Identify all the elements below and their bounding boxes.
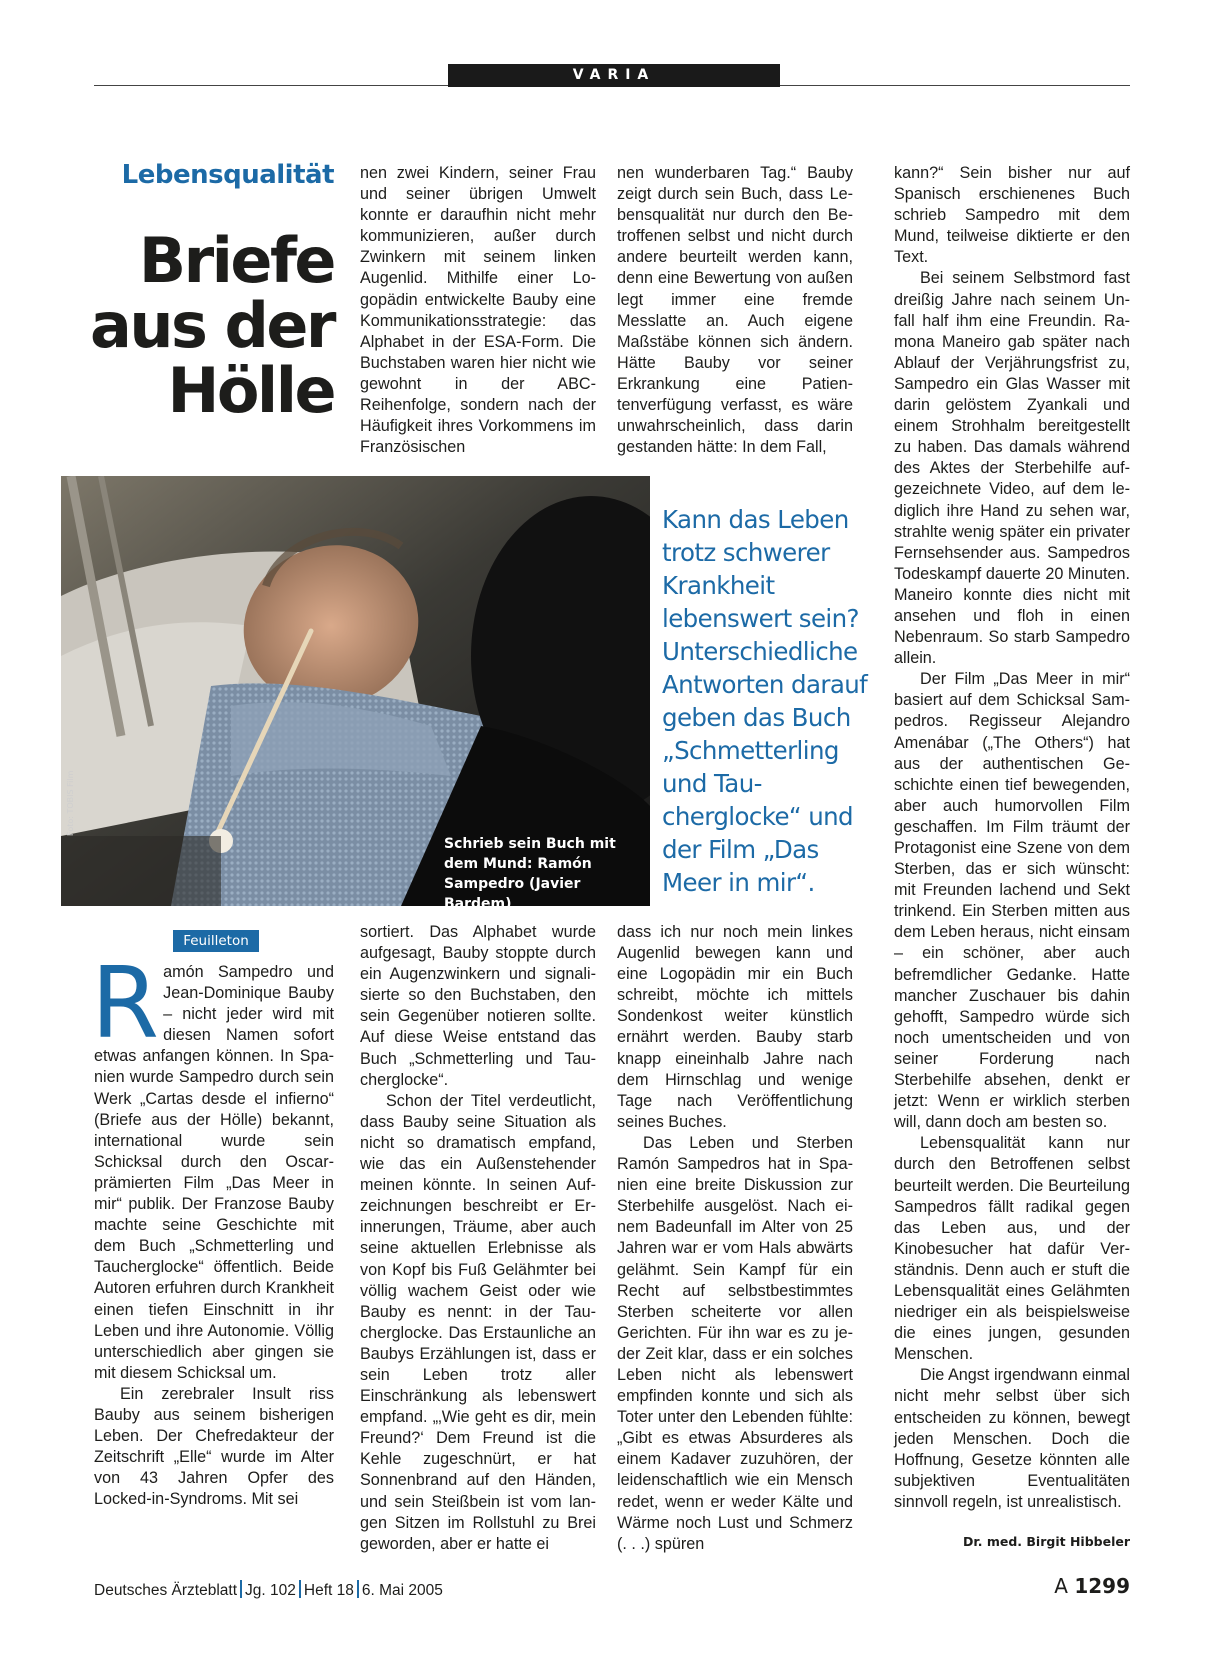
page-prefix: A (1054, 1574, 1068, 1598)
column-2-bottom-p1: sortiert. Das Alphabet wurde aufgesagt, Bauby stoppte durch ein Augenzwinkern und signalisierte so den Buchstaben, den sein Gegenüber notieren sollte. Auf diese Weise entstand das Buch „Schmetterling und Taucherglocke“. (360, 923, 596, 1089)
page-number (1000, 1574, 1130, 1598)
column-4-p2: Bei seinem Selbstmord fast dreißig Jahre nach seinem Unfall half ihm eine Freundin. Ramona Maneiro gab später nach Ablauf der Verjährungsfrist zu, Sampedro ein Glas Wasser mit darin gelöstem Zyankali und einem Strohhalm bereitgestellt zu haben. Das damals während des Aktes der Sterbehilfe aufgezeichnete Video, auf dem lediglich ihre Hand zu sehen war, strahlte wenig später ein privater Fernsehsender aus. Sampedros Todeskampf dauerte 20 Minuten. Maneiro konnte dies nicht mit ansehen und floh in einen Nebenraum. So starb Sampedro allein. (894, 269, 1130, 668)
column-3-top (617, 163, 853, 458)
photo-credit: Foto: TOBIS Film (66, 770, 75, 836)
page-number-value: 1299 (1074, 1574, 1130, 1598)
column-4-p3: Der Film „Das Meer in mir“ basiert auf dem Schicksal Sampedros. Regisseur Alejandro Amenábar („The Others“) hat aus der authentischen Geschichte einen tief bewegenden, aber auch humorvollen Film geschaffen. Im Film träumt der Protagonist eine Szene von dem Sterben, das er sich wünscht: mit Freunden lachend und Sekt trinkend. Ein Sterben mitten aus dem Leben heraus, nicht einsam – ein schöner, aber auch befremdlicher Gedanke. Hatte mancher Zuschauer bis dahin gehofft, Sampedro würde sich noch umentscheiden und von seiner Forderung nach Sterbehilfe absehen, denkt er jetzt: Wenn er wirklich sterben will, dann doch am besten so. (894, 670, 1130, 1132)
column-3-bottom (617, 922, 853, 1555)
column-3-bottom-p1: dass ich nur noch mein linkes Augenlid bewegen kann und eine Logopädin mir ein Buch schreibt, möchte ich mittels Sondenkost weiter künstlich ernährt werden. Bauby starb knapp eineinhalb Jahre nach dem Hirnschlag und wenige Tage nach Veröffentlichung seines Buches. (617, 923, 853, 1131)
author-byline: Dr. med. Birgit Hibbeler (963, 1534, 1130, 1549)
footer-separator (240, 1580, 242, 1598)
pull-quote: Kann das Leben trotz schwerer Krankheit lebenswert sein? Unterschiedliche Antworten darauf geben das Buch „Schmetterling und Taucherglocke“ und der Film „Das Meer in mir“. (662, 505, 868, 897)
column-4-p4: Lebensqualität kann nur durch den Betroffenen selbst beurteilt werden. Die Beurteilung Sampedros fällt radikal gegen das Leben aus, und der Kinobesucher hat dafür Verständnis. Denn auch er stuft die Lebensqualität eines Gelähmten niedriger ein als beispielsweise die eines jungen, gesunden Menschen. (894, 1134, 1130, 1364)
photo-caption: Schrieb sein Buch mit dem Mund: Ramón Sampedro (Javier Bardem) (444, 836, 616, 912)
column-4-p5: Die Angst irgendwann einmal nicht mehr selbst über sich entscheiden zu können, bewegt jeden Menschen. Doch die Hoffnung, Gesetze könnten alle subjektiven Eventualitäten sinnvoll regeln, ist unrealistisch. (894, 1366, 1130, 1511)
headline (70, 224, 334, 427)
column-1-lead-text: amón Sampedro und Jean-Dominique Bauby – nicht jeder wird mit diesen Namen sofort etwas anfangen können. In Spanien wurde Sampedro durch sein Werk „Cartas desde el infierno“ (Briefe aus der Hölle) bekannt, international wurde sein Schicksal durch den Oscar-prämierten Film „Das Meer in mir“ publik. Der Franzose Bauby machte seine Geschichte mit dem Buch „Schmetterling und Taucherglocke“ öffentlich. Beide Autoren erfuhren durch Krankheit einen tiefen Einschnitt in ihr Leben und ihre Autonomie. Völlig unterschiedlich aber gingen sie mit diesem Schicksal um. (94, 963, 334, 1382)
column-2-bottom (360, 922, 596, 1555)
column-3-bottom-p2: Das Leben und Sterben Ramón Sampedros hat in Spanien eine breite Diskussion zur Sterbehilfe ausgelöst. Nach einem Badeunfall im Alter von 25 Jahren war er vom Hals abwärts gelähmt. Sein Kampf für ein Recht auf selbstbestimmtes Sterben scheiterte vor allen Gerichten. Für ihn war es zu jeder Zeit klar, dass er ein solches Leben nicht als lebenswert empfinden konnte und sich als Toter unter den Lebenden fühlte: „Gibt es etwas Absurderes als einem Kadaver zuzuhören, der leidenschaftlich wie ein Mensch redet, wenn er weder Kälte und Wärme noch Lust und Schmerz (. . .) spüren (617, 1133, 853, 1553)
drop-cap: R (91, 947, 160, 1061)
footer-volume: Jg. 102 (245, 1582, 296, 1599)
kicker: Lebensqualität (121, 160, 334, 190)
headline-line-2: aus der (90, 289, 334, 362)
column-2-top-text: nen zwei Kindern, seiner Frau und seiner übrigen Umwelt konnte er daraufhin nicht mehr kommunizieren, außer durch Zwinkern mit seinem linken Augenlid. Mithilfe einer Logopädin entwickelte Bauby eine Kommunikationsstrategie: das Alphabet in der ESA-Form. Die Buchstaben waren hier nicht wie gewohnt in der ABC-Reihenfolge, sondern nach der Häufigkeit ihres Vorkommens im Französischen (360, 164, 596, 457)
headline-line-1: Briefe (138, 224, 334, 297)
column-3-top-text: nen wunderbaren Tag.“ Bauby zeigt durch sein Buch, dass Lebensqualität nur durch den Betroffenen selbst und nicht durch andere beurteilt werden kann, denn eine Bewertung von außen legt immer eine fremde Messlatte an. Auch eigene Maßstäbe können sich ändern. Hätte Bauby vor seiner Erkrankung eine Patientenverfügung verfasst, es wäre unwahrscheinlich, dass darin gestanden hätte: In dem Fall, (617, 164, 853, 457)
column-1 (91, 947, 334, 1510)
column-2-bottom-p2: Schon der Titel verdeutlicht, dass Bauby seine Situation als nicht so dramatisch empfand, wie das ein Außenstehender meinen könnte. In seinen Aufzeichnungen beschreibt er Erinnerungen, Träume, aber auch seine aktuellen Erlebnisse als von Kopf bis Fuß Gelähmter bei völlig wachem Geist oder wie Bauby es nennt: in der Taucherglocke. Das Erstaunliche an Baubys Erzählungen ist, dass er sein Leben trotz aller Einschränkung als lebenswert empfand. „‚Wie geht es dir, mein Freund?‘ Dem Freund ist die Kehle zugeschnürt, er hat Sonnenbrand auf den Händen, und sein Steißbein ist vom langen Sitzen im Rollstuhl zu Brei geworden, aber er hatte ei (360, 1091, 596, 1553)
footer-separator (299, 1580, 301, 1598)
column-1-p2: Ein zerebraler Insult riss Bauby aus seinem bisherigen Leben. Der Chefredakteur der Zeitschrift „Elle“ wurde im Alter von 43 Jahren Opfer des Locked-in-Syndroms. Mit sei (94, 1384, 334, 1509)
footer-separator (357, 1580, 359, 1598)
column-2-top (360, 163, 596, 458)
column-4-p1: kann?“ Sein bisher nur auf Spanisch erschienenes Buch schrieb Sampedro mit dem Mund, teilweise diktierte er den Text. (894, 164, 1130, 267)
headline-line-3: Hölle (167, 354, 334, 427)
rubric-badge: Feuilleton (173, 930, 259, 952)
footer-journal: Deutsches Ärzteblatt (94, 1582, 238, 1599)
section-label: VARIA (448, 64, 780, 87)
column-1-p1 (91, 947, 334, 1384)
footer-issue: Heft 18 (303, 1582, 354, 1599)
footer (94, 1580, 443, 1600)
column-4 (894, 163, 1130, 1513)
footer-date: 6. Mai 2005 (361, 1582, 443, 1599)
